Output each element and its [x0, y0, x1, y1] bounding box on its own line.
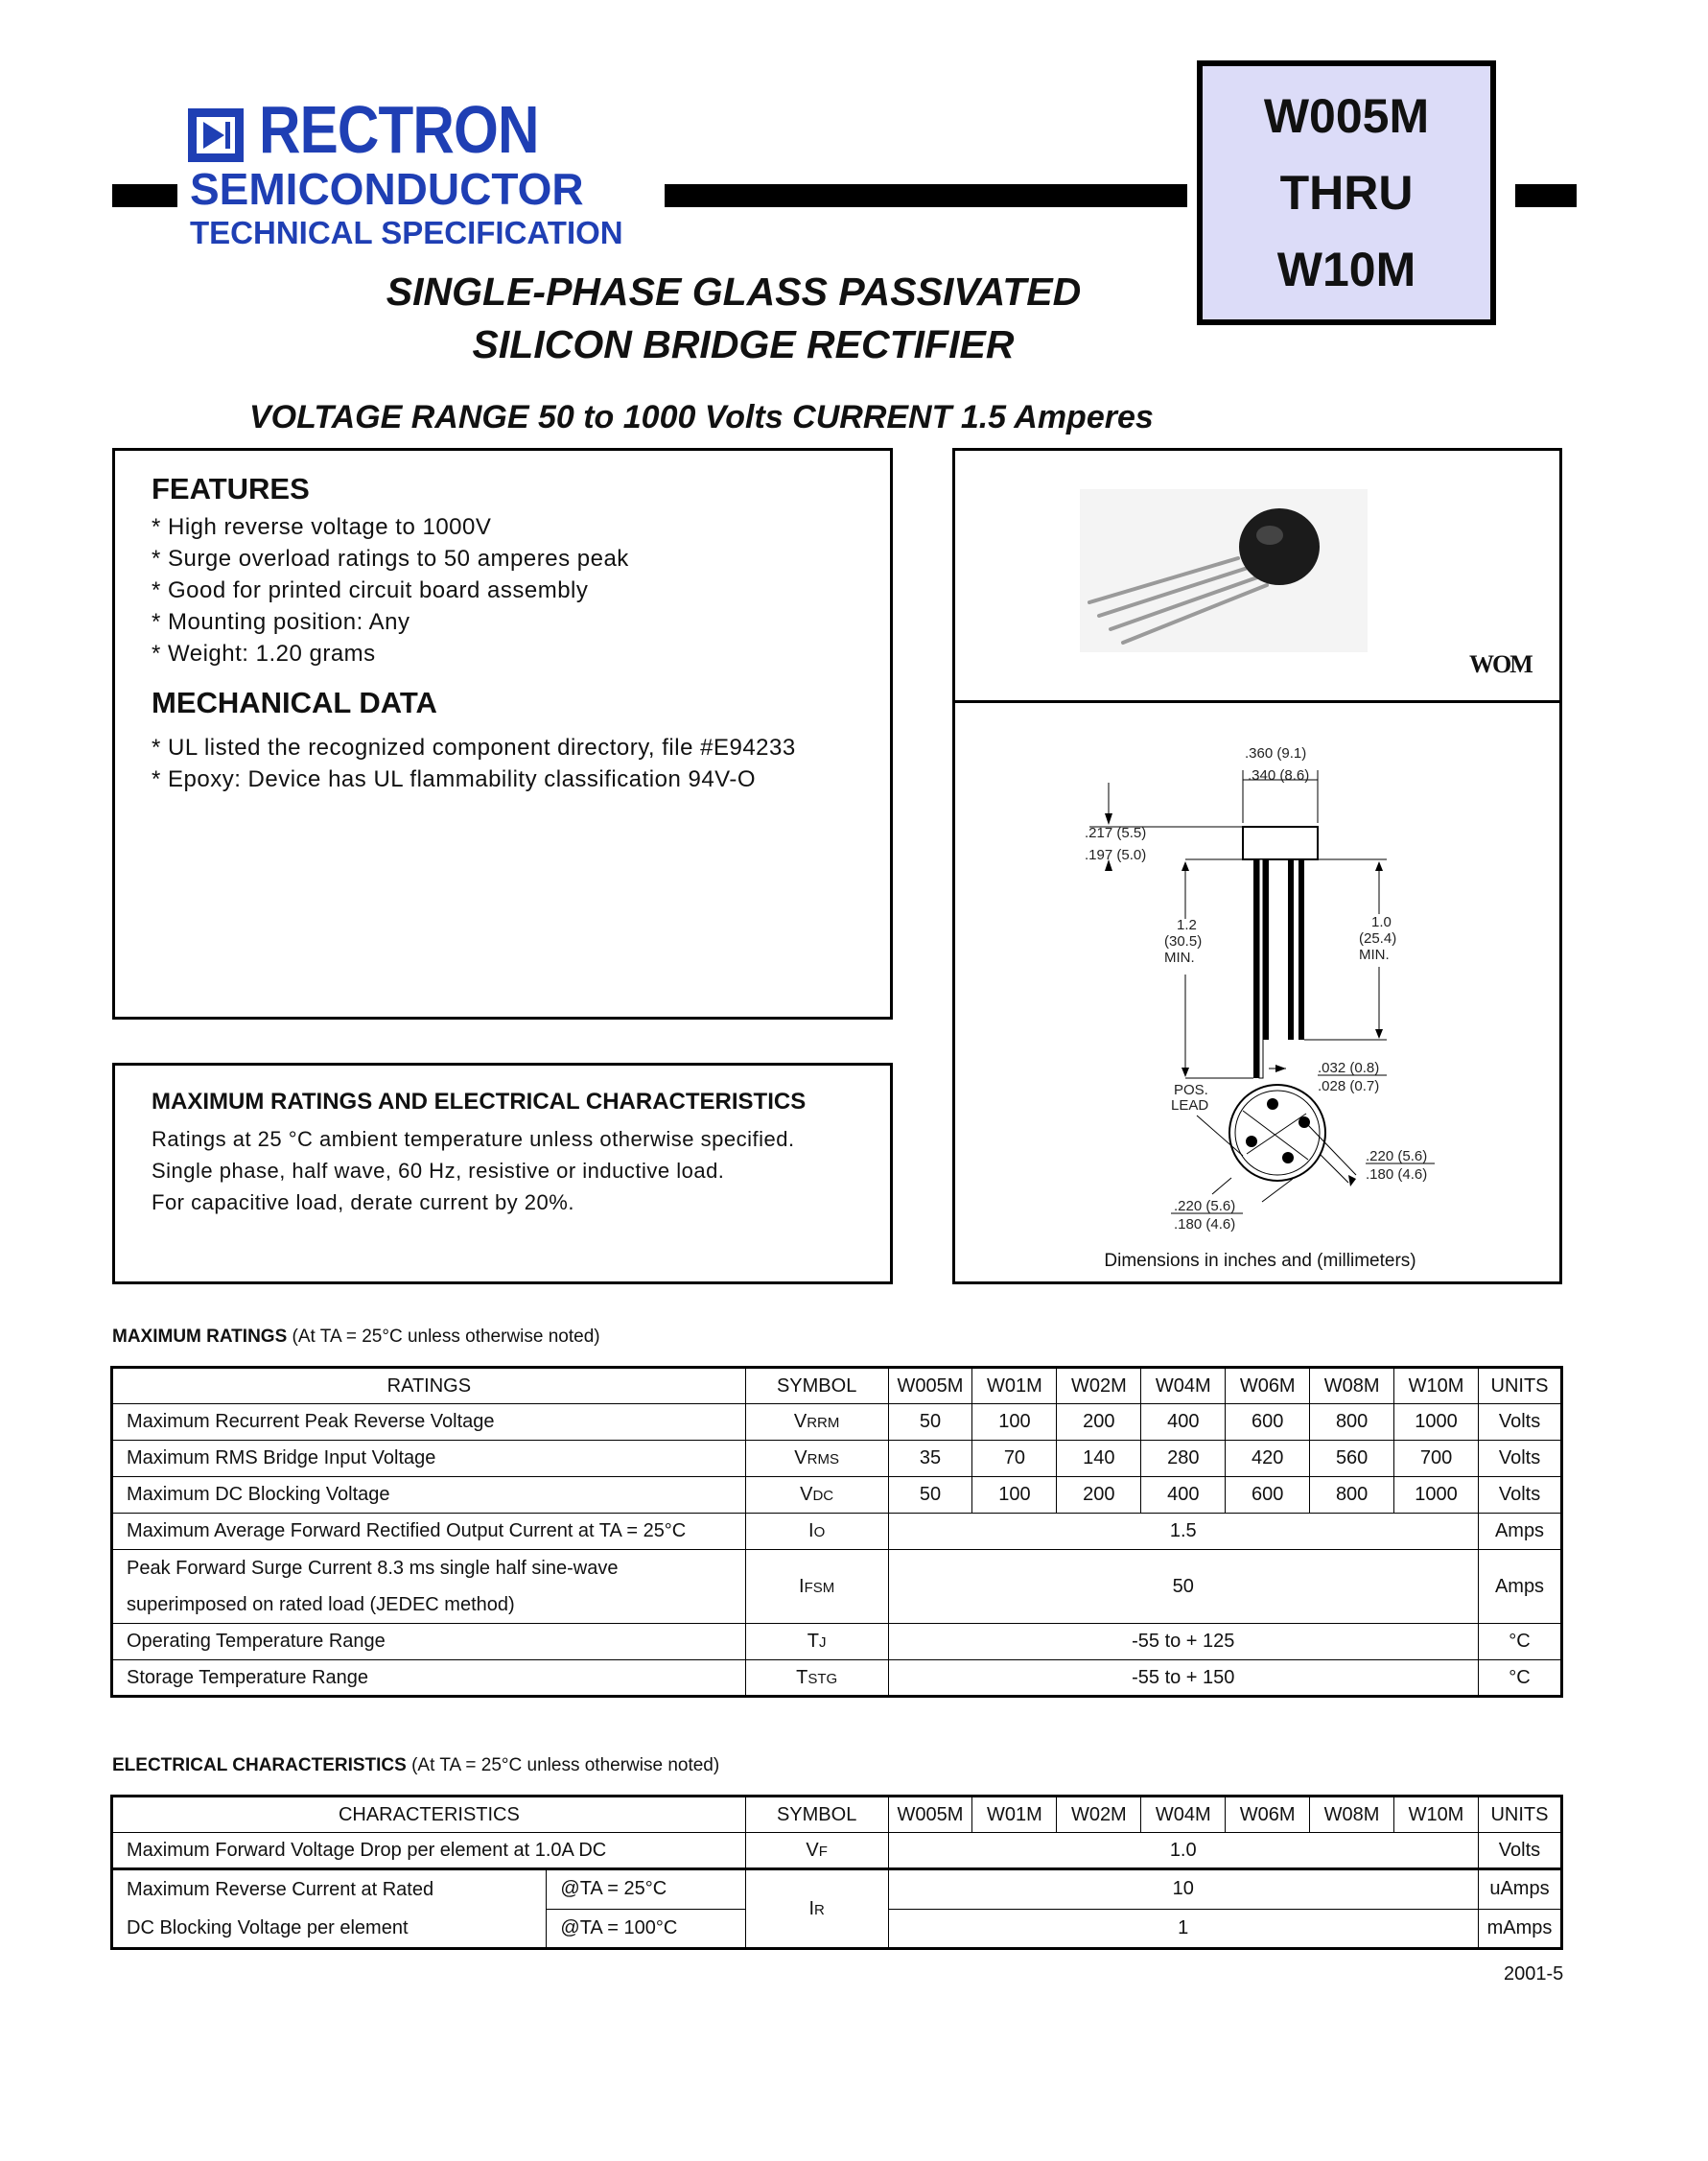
header-cell: CHARACTERISTICS — [112, 1797, 746, 1833]
header-cell: W04M — [1141, 1368, 1226, 1404]
header-cell: W01M — [972, 1368, 1057, 1404]
dim-spacing2-min: .180 (4.6) — [1174, 1216, 1236, 1233]
feature-item: * Good for printed circuit board assembly — [152, 577, 589, 603]
rating-value: 50 — [888, 1477, 972, 1514]
elec-char-caption — [112, 1755, 719, 1776]
table-row — [112, 1550, 1562, 1624]
brand-subtitle: SEMICONDUCTOR — [190, 164, 584, 214]
rating-name: Maximum Average Forward Rectified Output Current at TA = 25°C — [112, 1514, 746, 1550]
doc-title-line1: SINGLE-PHASE GLASS PASSIVATED — [386, 270, 1082, 314]
table-row — [112, 1404, 1562, 1441]
rating-value: 50 — [888, 1404, 972, 1441]
pos-lead-label-2: LEAD — [1171, 1097, 1209, 1114]
header-cell: W06M — [1226, 1797, 1310, 1833]
rating-unit: Volts — [1479, 1477, 1562, 1514]
header-cell: UNITS — [1478, 1797, 1561, 1833]
elec-char-caption-note: (At TA = 25°C unless otherwise noted) — [406, 1755, 720, 1775]
rating-value: 700 — [1394, 1441, 1479, 1477]
max-ratings-table — [110, 1366, 1563, 1698]
header-cell: SYMBOL — [745, 1797, 888, 1833]
dim-spacing1-min: .180 (4.6) — [1366, 1166, 1428, 1183]
voltage-current-range: VOLTAGE RANGE 50 to 1000 Volts CURRENT 1.5 Amperes — [249, 399, 1154, 435]
features-list — [152, 511, 629, 669]
ratings-notes-heading: MAXIMUM RATINGS AND ELECTRICAL CHARACTERISTICS — [152, 1089, 807, 1115]
char-condition: @TA = 100°C — [547, 1909, 745, 1949]
rating-value: 200 — [1057, 1477, 1141, 1514]
dim-width-min: .340 (8.6) — [1248, 767, 1310, 784]
rating-unit: °C — [1479, 1660, 1562, 1697]
dim-spacing2-max: .220 (5.6) — [1174, 1198, 1236, 1214]
header-cell: W10M — [1394, 1797, 1479, 1833]
header-cell: W02M — [1057, 1797, 1141, 1833]
rating-unit: Amps — [1479, 1550, 1562, 1624]
rating-value: 1000 — [1394, 1404, 1479, 1441]
rating-value: 100 — [972, 1477, 1057, 1514]
rating-value: 800 — [1310, 1404, 1394, 1441]
rating-name: Operating Temperature Range — [112, 1624, 746, 1660]
header-rule-middle — [665, 184, 1187, 207]
pos-lead-label-1: POS. — [1174, 1082, 1208, 1098]
dim-lead-dia-max: .032 (0.8) — [1318, 1060, 1380, 1076]
mechanical-item: * Epoxy: Device has UL flammability classification 94V-O — [152, 766, 757, 792]
table-row — [112, 1441, 1562, 1477]
char-symbol: IR — [745, 1869, 888, 1949]
mechanical-item: * UL listed the recognized component directory, file #E94233 — [152, 735, 796, 761]
dim-right-lead-line1: 1.0 — [1371, 914, 1392, 930]
table-row — [112, 1624, 1562, 1660]
package-photo-icon — [1070, 489, 1377, 652]
rating-unit: °C — [1479, 1624, 1562, 1660]
feature-item: * Surge overload ratings to 50 amperes peak — [152, 546, 629, 572]
rating-value: 200 — [1057, 1404, 1141, 1441]
rating-symbol: TSTG — [745, 1660, 888, 1697]
rating-value: 35 — [888, 1441, 972, 1477]
rating-name: Maximum RMS Bridge Input Voltage — [112, 1441, 746, 1477]
rating-symbol: TJ — [745, 1624, 888, 1660]
dimension-caption: Dimensions in inches and (millimeters) — [1104, 1251, 1416, 1271]
dim-height-max: .217 (5.5) — [1085, 825, 1147, 841]
part-number-from: W005M — [1263, 89, 1430, 143]
rating-value: 800 — [1310, 1477, 1394, 1514]
feature-item: * Mounting position: Any — [152, 609, 410, 635]
dimension-drawing — [955, 703, 1559, 1281]
rating-name: Maximum Recurrent Peak Reverse Voltage — [112, 1404, 746, 1441]
rating-value: 1000 — [1394, 1477, 1479, 1514]
max-ratings-caption-note: (At TA = 25°C unless otherwise noted) — [287, 1327, 600, 1347]
rating-symbol: IO — [745, 1514, 888, 1550]
char-unit: Volts — [1478, 1833, 1561, 1869]
rectron-logo-icon — [188, 108, 244, 162]
header-cell: W005M — [888, 1368, 972, 1404]
char-value: 1 — [888, 1909, 1478, 1949]
rating-value: -55 to + 125 — [888, 1624, 1479, 1660]
char-name: Maximum Forward Voltage Drop per element at 1.0A DC — [112, 1833, 746, 1869]
mechanical-heading: MECHANICAL DATA — [152, 686, 437, 719]
ratings-note: Ratings at 25 °C ambient temperature unless otherwise specified. — [152, 1127, 795, 1151]
dim-left-lead-line2: (30.5) — [1164, 933, 1203, 950]
table-header-row — [112, 1797, 1562, 1833]
rating-value: 600 — [1226, 1404, 1310, 1441]
features-box — [112, 448, 893, 1020]
rating-value: 140 — [1057, 1441, 1141, 1477]
ratings-notes-box — [112, 1063, 893, 1284]
header-cell: W02M — [1057, 1368, 1141, 1404]
header-cell: RATINGS — [112, 1368, 746, 1404]
dim-width-max: .360 (9.1) — [1245, 745, 1307, 762]
technical-specification-label: TECHNICAL SPECIFICATION — [190, 215, 623, 250]
header-cell: W01M — [972, 1797, 1057, 1833]
table-row — [112, 1514, 1562, 1550]
table-row — [112, 1833, 1562, 1869]
table-row — [112, 1477, 1562, 1514]
char-unit: mAmps — [1478, 1909, 1561, 1949]
char-value: 1.0 — [888, 1833, 1478, 1869]
ratings-note: For capacitive load, derate current by 20%. — [152, 1190, 574, 1214]
rating-value: 70 — [972, 1441, 1057, 1477]
package-label: WOM — [1469, 650, 1532, 678]
rating-unit: Amps — [1479, 1514, 1562, 1550]
dim-lead-dia-min: .028 (0.7) — [1318, 1078, 1380, 1094]
package-photo-box — [952, 448, 1562, 703]
rating-value: 100 — [972, 1404, 1057, 1441]
char-condition: @TA = 25°C — [547, 1869, 745, 1910]
part-number-thru: THRU — [1279, 166, 1414, 220]
max-ratings-caption — [112, 1327, 600, 1348]
dim-left-lead-line1: 1.2 — [1177, 917, 1197, 933]
dim-height-min: .197 (5.0) — [1085, 847, 1147, 863]
rating-symbol: VDC — [745, 1477, 888, 1514]
table-row — [112, 1660, 1562, 1697]
rating-symbol: IFSM — [745, 1550, 888, 1624]
rating-value: 280 — [1141, 1441, 1226, 1477]
rating-value: 420 — [1226, 1441, 1310, 1477]
revision-date: 2001-5 — [1504, 1963, 1564, 1985]
rating-value: -55 to + 150 — [888, 1660, 1479, 1697]
dim-spacing1-max: .220 (5.6) — [1366, 1148, 1428, 1164]
dimension-drawing-box — [952, 700, 1562, 1284]
rating-symbol: VRMS — [745, 1441, 888, 1477]
ratings-notes-lines — [152, 1123, 795, 1218]
char-unit: uAmps — [1478, 1869, 1561, 1910]
elec-char-caption-title: ELECTRICAL CHARACTERISTICS — [112, 1755, 407, 1775]
header-cell: W04M — [1141, 1797, 1226, 1833]
rating-value: 400 — [1141, 1477, 1226, 1514]
header-cell: W08M — [1310, 1797, 1394, 1833]
char-value: 10 — [888, 1869, 1478, 1910]
ratings-note: Single phase, half wave, 60 Hz, resistive or inductive load. — [152, 1159, 725, 1183]
doc-title-line2: SILICON BRIDGE RECTIFIER — [472, 322, 1015, 366]
rating-name: Storage Temperature Range — [112, 1660, 746, 1697]
rating-unit: Volts — [1479, 1404, 1562, 1441]
header-cell: SYMBOL — [745, 1368, 888, 1404]
header-rule-right — [1515, 184, 1577, 207]
table-header-row — [112, 1368, 1562, 1404]
rating-name: Peak Forward Surge Current 8.3 ms single half sine-wave superimposed on rated load (JEDEC method) — [112, 1550, 746, 1624]
dim-right-lead-line2: (25.4) — [1359, 930, 1397, 947]
header-cell: UNITS — [1479, 1368, 1562, 1404]
brand-name: RECTRON — [259, 92, 539, 167]
table-row — [112, 1869, 1562, 1910]
rating-value: 50 — [888, 1550, 1479, 1624]
char-name: Maximum Reverse Current at Rated DC Blocking Voltage per element — [112, 1869, 547, 1949]
rating-value: 400 — [1141, 1404, 1226, 1441]
header-cell: W005M — [888, 1797, 972, 1833]
rating-value: 1.5 — [888, 1514, 1479, 1550]
rating-unit: Volts — [1479, 1441, 1562, 1477]
rating-symbol: VRRM — [745, 1404, 888, 1441]
max-ratings-caption-title: MAXIMUM RATINGS — [112, 1327, 288, 1347]
char-symbol: VF — [745, 1833, 888, 1869]
header-cell: W06M — [1226, 1368, 1310, 1404]
mechanical-list — [152, 732, 796, 795]
part-number-to: W10M — [1276, 243, 1416, 296]
rating-value: 560 — [1310, 1441, 1394, 1477]
rating-value: 600 — [1226, 1477, 1310, 1514]
features-heading: FEATURES — [152, 472, 310, 505]
header-cell: W08M — [1310, 1368, 1394, 1404]
elec-char-table — [110, 1795, 1563, 1950]
dim-right-lead-line3: MIN. — [1359, 947, 1390, 963]
header-cell: W10M — [1394, 1368, 1479, 1404]
header-rule-left — [112, 184, 177, 207]
rating-name: Maximum DC Blocking Voltage — [112, 1477, 746, 1514]
feature-item: * High reverse voltage to 1000V — [152, 514, 492, 540]
dim-left-lead-line3: MIN. — [1164, 950, 1195, 966]
feature-item: * Weight: 1.20 grams — [152, 641, 376, 667]
